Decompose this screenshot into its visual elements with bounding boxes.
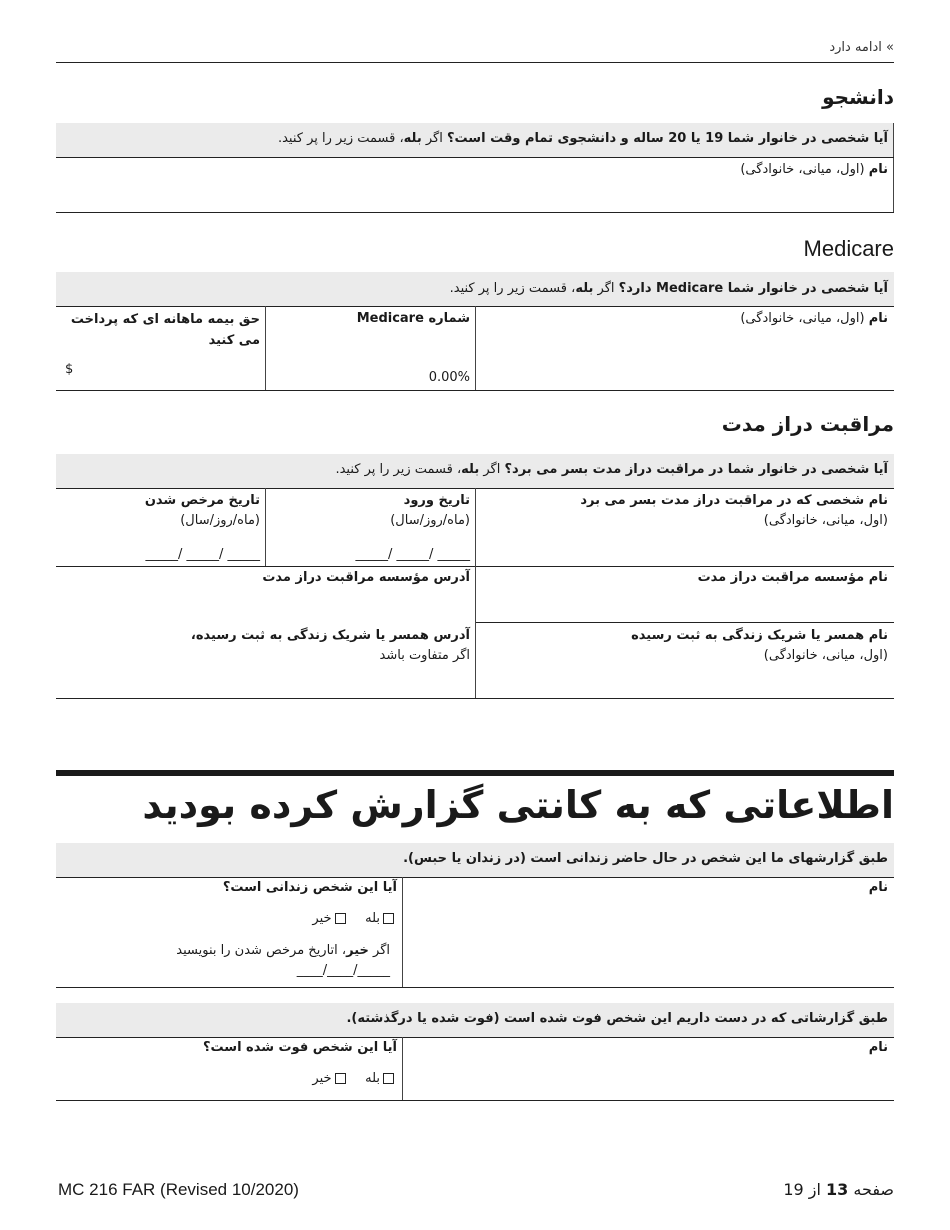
student-title: دانشجو [822, 85, 894, 109]
rule [56, 877, 894, 878]
rule [56, 1037, 894, 1038]
incarcerated-options: بله خیر [60, 911, 397, 926]
form-id: MC 216 FAR (Revised 10/2020) [58, 1180, 299, 1199]
release-date-blank: _____/____/____ [296, 963, 390, 978]
rule [56, 698, 894, 699]
deceased-band-text: طبق گزارشاتی که در دست داریم این شخص فوت شده است (فوت شده یا درگذشته). [346, 1011, 888, 1026]
continued-note: » ادامه دارد [829, 40, 894, 55]
section-rule-heavy [56, 770, 894, 776]
discharge-date-blank: _____ /_____ /_____ [145, 547, 260, 562]
medicare-number-value[interactable]: 0.00% [428, 370, 470, 385]
header-rule [56, 62, 894, 63]
page-number: صفحه 13 از 19 [783, 1180, 894, 1199]
spouse-address-field[interactable]: آدرس همسر یا شریک زندگی به ثبت رسیده، اگر متفاوت باشد [190, 628, 470, 663]
deceased-yes-checkbox[interactable] [383, 1073, 394, 1084]
medicare-name-field[interactable]: نام (اول، میانی، خانوادگی) [740, 311, 888, 326]
facility-name-field[interactable]: نام مؤسسه مراقبت دراز مدت [697, 570, 888, 585]
medicare-title: Medicare [803, 236, 894, 261]
deceased-options: بله خیر [60, 1071, 397, 1086]
student-border [893, 123, 894, 213]
rule [475, 488, 476, 566]
rule [402, 877, 403, 987]
rule [475, 566, 476, 698]
longterm-person-field[interactable]: نام شخصی که در مراقبت دراز مدت بسر می برد (اول، میانی، خانوادگی) [580, 493, 888, 528]
deceased-question: آیا این شخص فوت شده است؟ [202, 1040, 397, 1055]
rule [475, 306, 476, 390]
student-name-field[interactable]: نام (اول، میانی، خانوادگی) [740, 162, 888, 177]
rule [56, 157, 894, 158]
longterm-discharge-field[interactable]: تاریخ مرخص شدن (ماه/روز/سال) _____ /_____ /_____ [60, 491, 260, 565]
longterm-title: مراقبت دراز مدت [721, 412, 894, 436]
student-question: آیا شخصی در خانوار شما 19 یا 20 ساله و دانشجوی تمام وقت است؟ اگر بله، قسمت زیر را پر کنید. [277, 131, 888, 146]
rule [402, 1037, 403, 1100]
incarcerated-no-checkbox[interactable] [335, 913, 346, 924]
deceased-name-field[interactable]: نام [868, 1040, 888, 1055]
incarcerated-band-text: طبق گزارشهای ما این شخص در حال حاضر زندانی است (در زندان یا حبس). [403, 851, 888, 866]
incarcerated-question: آیا این شخص زندانی است؟ [222, 880, 397, 895]
rule [265, 306, 266, 390]
medicare-question: آیا شخصی در خانوار شما Medicare دارد؟ اگر بله، قسمت زیر را پر کنید. [449, 281, 888, 296]
rule [56, 1100, 894, 1101]
deceased-no-checkbox[interactable] [335, 1073, 346, 1084]
rule [56, 212, 894, 213]
rule [56, 987, 894, 988]
incarcerated-yes-checkbox[interactable] [383, 913, 394, 924]
county-title: اطلاعاتی که به کانتی گزارش کرده بودید [142, 783, 894, 827]
rule [56, 390, 894, 391]
longterm-question: آیا شخصی در خانوار شما در مراقبت دراز مدت بسر می برد؟ اگر بله، قسمت زیر را پر کنید. [335, 462, 888, 477]
rule [476, 622, 894, 623]
incarcerated-name-field[interactable]: نام [868, 880, 888, 895]
release-date-note[interactable]: اگر خیر، اتاریخ مرخص شدن را بنویسید _____/____/____ [60, 941, 390, 981]
medicare-premium-label: حق بیمه ماهانه ای که پرداخت می کنید [70, 312, 260, 348]
spouse-name-field[interactable]: نام همسر یا شریک زندگی به ثبت رسیده (اول، میانی، خانوادگی) [631, 628, 888, 663]
rule [265, 488, 266, 566]
medicare-number-label: شماره Medicare [356, 311, 470, 326]
facility-address-field[interactable]: آدرس مؤسسه مراقبت دراز مدت [262, 570, 470, 585]
entry-date-blank: _____ /_____ /_____ [355, 547, 470, 562]
longterm-entry-field[interactable]: تاریخ ورود (ماه/روز/سال) _____ /_____ /_____ [270, 491, 470, 565]
medicare-premium-value[interactable]: $ [65, 362, 74, 377]
